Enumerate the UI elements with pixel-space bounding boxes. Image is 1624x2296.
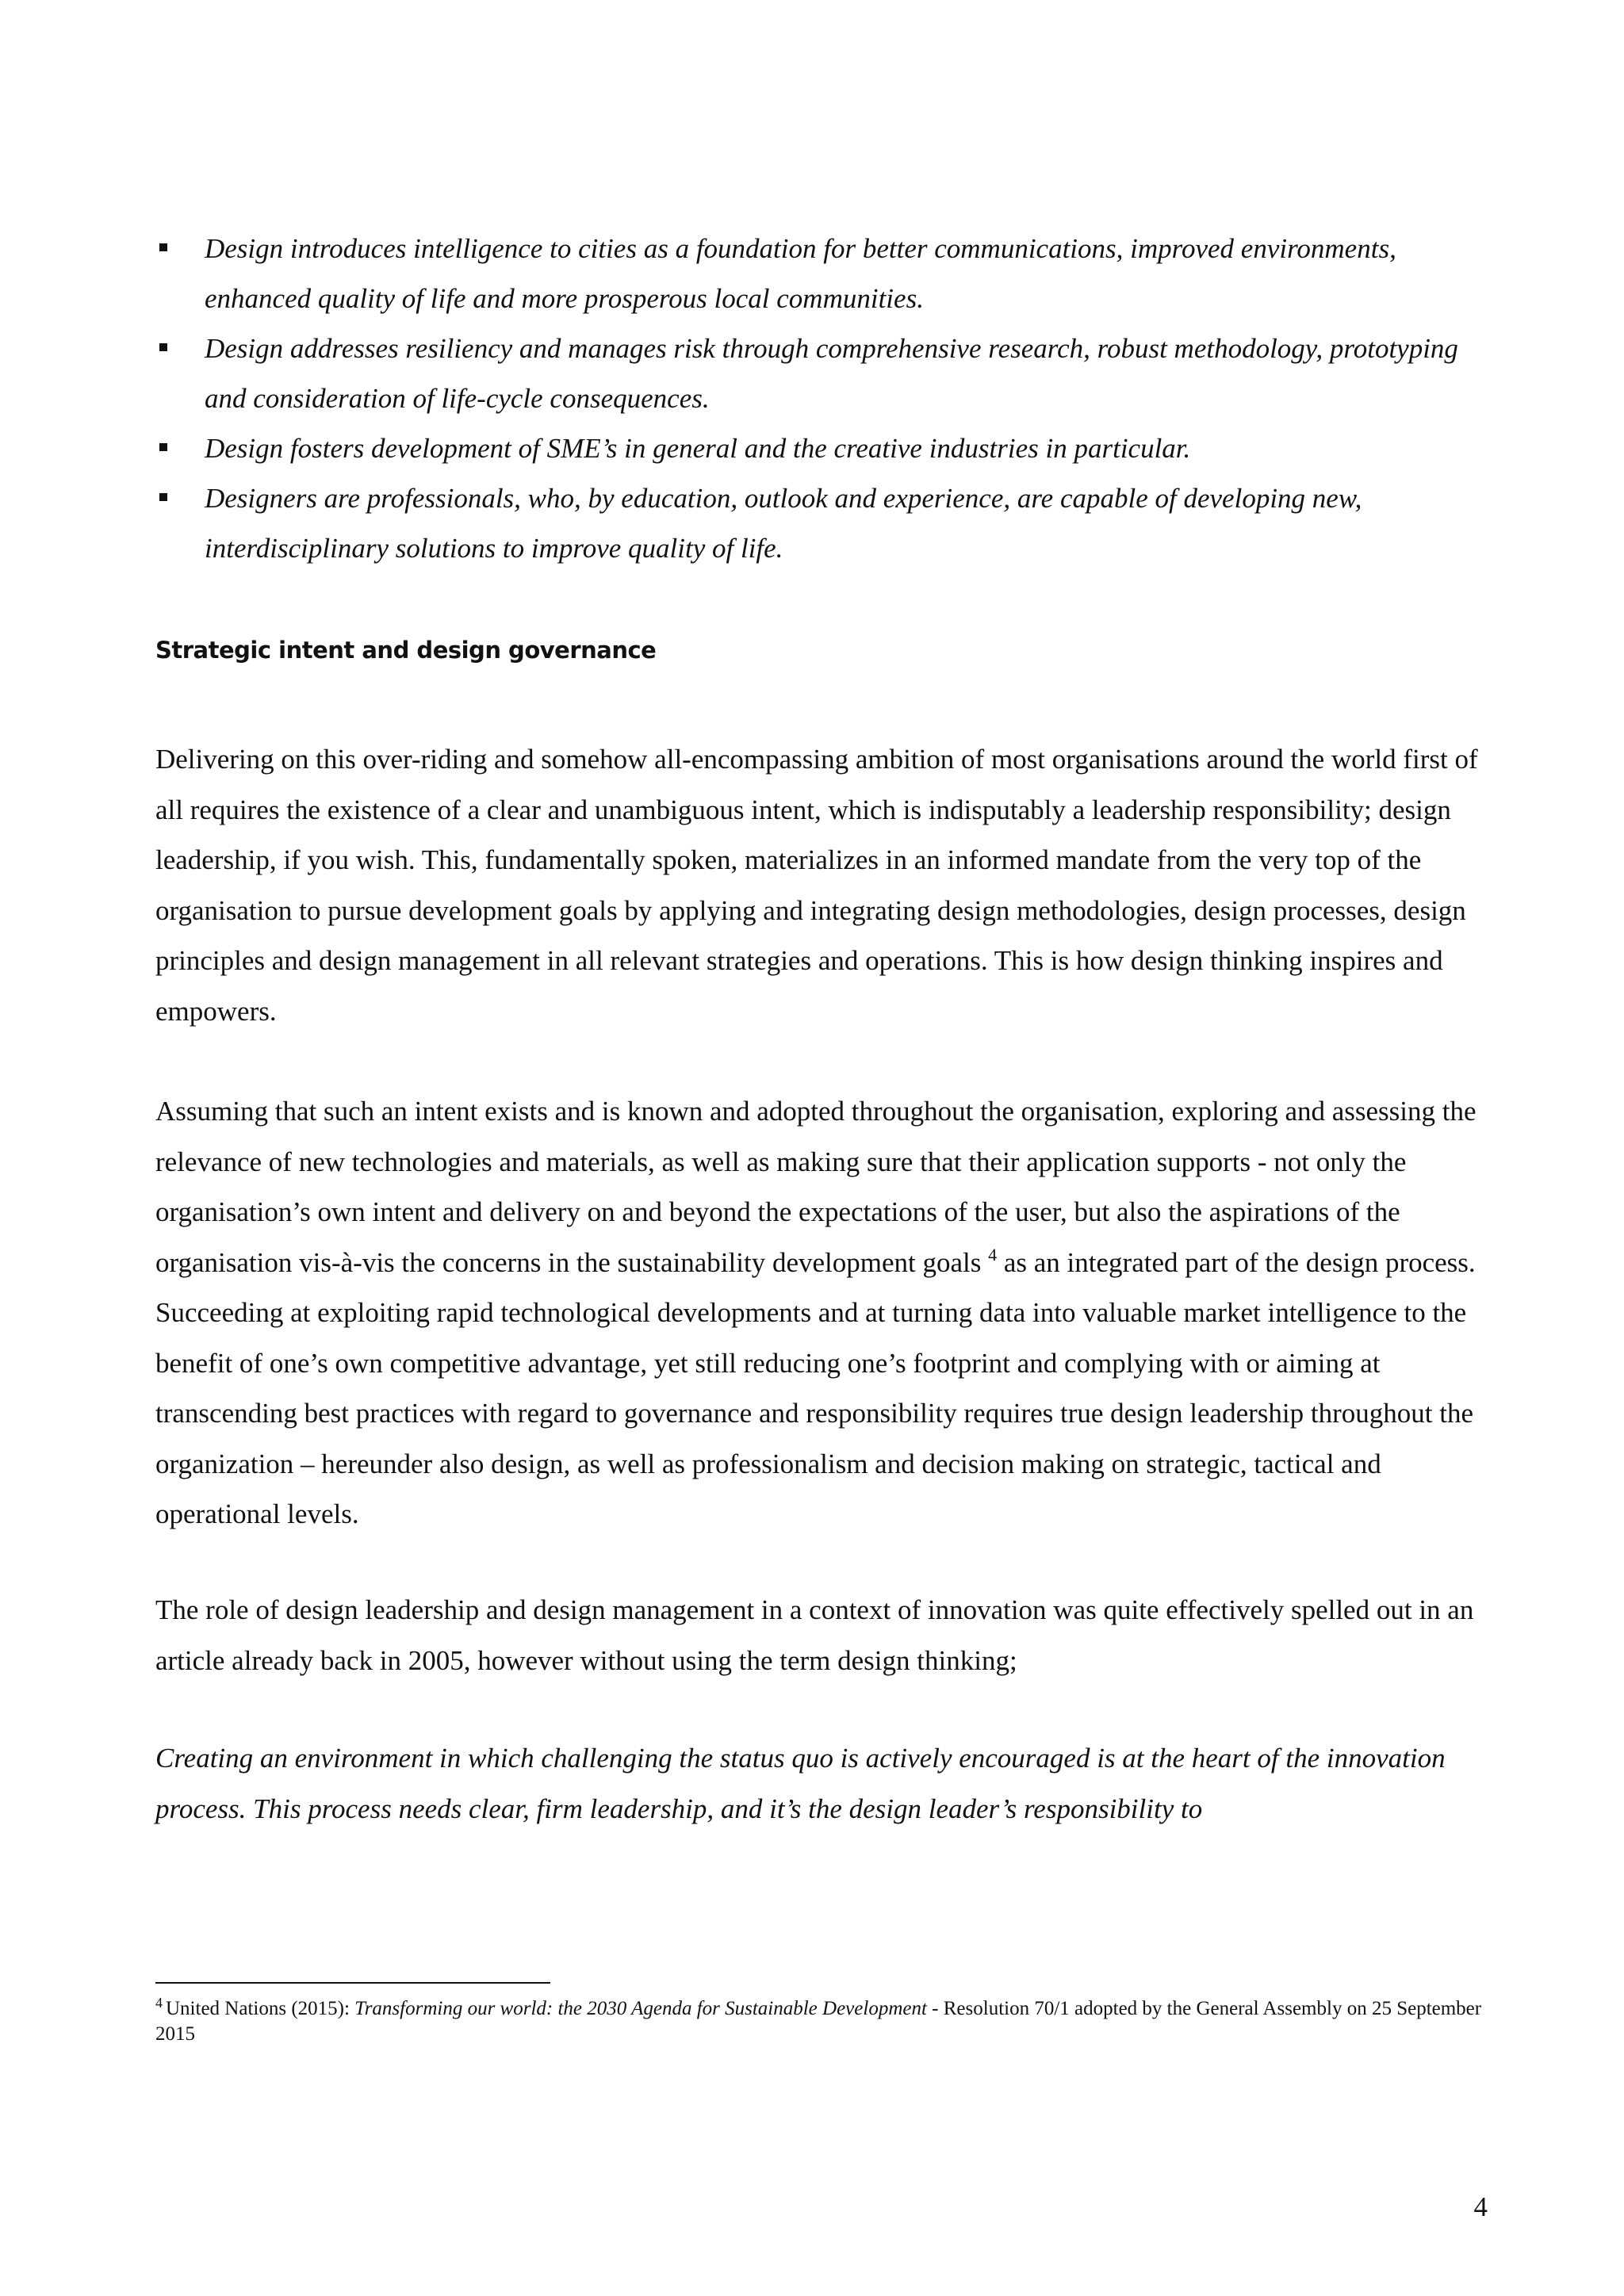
quote-paragraph: Creating an environment in which challenging the status quo is actively encouraged is at the heart of the innovation process. This process needs clear, firm leadership, and it’s the design leader’s responsibility to xyxy=(155,1743,1446,1824)
bullet-item xyxy=(155,323,1488,423)
square-bullet-icon xyxy=(159,443,167,451)
paragraph-text: as an integrated part of the design process. Succeeding at exploiting rapid technological developments and at turning data into valuable market intelligence to the benefit of one’s own competitive advantage, yet still reducing one’s footprint and complying with or aiming at transcending best practices with regard to governance and responsibility requires true design leadership throughout the organization – hereunder also design, as well as professionalism and decision making on strategic, tactical and operational levels. xyxy=(155,1246,1476,1529)
bullet-text: Design introduces intelligence to cities as a foundation for better communications, improved environments, enhanced quality of life and more prosperous local communities. xyxy=(205,233,1396,314)
square-bullet-icon xyxy=(159,243,167,251)
footnote-prefix: United Nations (2015): xyxy=(166,1998,355,2019)
footnote-divider xyxy=(155,1982,550,1984)
square-bullet-icon xyxy=(159,343,167,351)
bullet-text: Design fosters development of SME’s in general and the creative industries in particular. xyxy=(205,433,1191,464)
footnote-reference[interactable]: 4 xyxy=(988,1244,998,1265)
footnote-number: 4 xyxy=(155,1995,163,2011)
bullet-item xyxy=(155,423,1488,473)
paragraph-role: The role of design leadership and design management in a context of innovation was quite effectively spelled out in an article already back in 2005, however without using the term design thinking; xyxy=(155,1594,1474,1676)
bullet-text: Design addresses resiliency and manages risk through comprehensive research, robust methodology, prototyping and consideration of life-cycle consequences. xyxy=(205,333,1458,414)
paragraph-intent: Delivering on this over-riding and somehow all-encompassing ambition of most organisations around the world first of all requires the existence of a clear and unambiguous intent, which is indisputably a leadership responsibility; design leadership, if you wish. This, fundamentally spoken, materializes in an informed mandate from the very top of the organisation to pursue development goals by applying and integrating design methodologies, design processes, design principles and design management in all relevant strategies and operations. This is how design thinking inspires and empowers. xyxy=(155,744,1478,1027)
section-heading: Strategic intent and design governance xyxy=(155,637,657,664)
footnote xyxy=(155,1996,1496,2047)
bullet-text: Designers are professionals, who, by education, outlook and experience, are capable of developing new, interdisciplinary solutions to improve quality of life. xyxy=(205,483,1362,564)
bullet-item xyxy=(155,473,1488,573)
footnote-suffix: - Resolution 70/1 adopted by the General Assembly on 25 September 2015 xyxy=(155,1998,1482,2045)
footnote-title: Transforming our world: the 2030 Agenda for Sustainable Development xyxy=(354,1998,927,2019)
page-number: 4 xyxy=(1473,2191,1488,2222)
paragraph-text: Assuming that such an intent exists and is known and adopted throughout the organisation, exploring and assessing the relevance of new technologies and materials, as well as making sure that their application supports - not only the organisation’s own intent and delivery on and beyond the expectations of the user, but also the aspirations of the organisation vis-à-vis the concerns in the sustainability development goals xyxy=(155,1096,1477,1278)
bullet-item xyxy=(155,224,1488,323)
paragraph-technologies xyxy=(155,1086,1488,1540)
square-bullet-icon xyxy=(159,493,167,501)
bullet-list xyxy=(155,224,1488,573)
